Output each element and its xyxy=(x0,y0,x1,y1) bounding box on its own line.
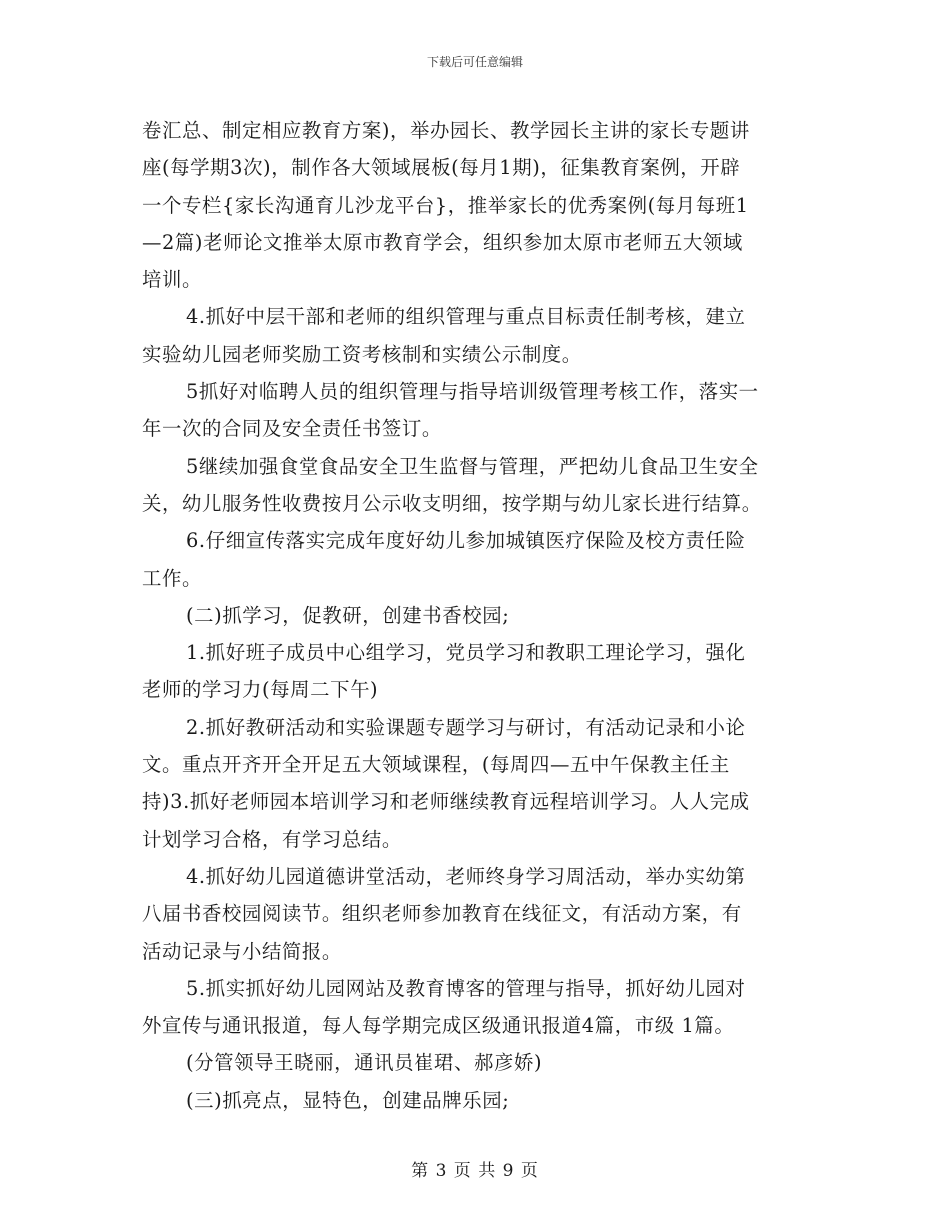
text-line: (分管领导王晓丽，通讯员崔珺、郝彦娇) xyxy=(186,1051,543,1075)
text-line: 年一次的合同及安全责任书签订。 xyxy=(142,417,442,441)
text-line: 5继续加强食堂食品安全卫生监督与管理，严把幼儿食品卫生安全 xyxy=(186,454,759,478)
text-line: 一个专栏{家长沟通育儿沙龙平台}，推举家长的优秀案例(每月每班1 xyxy=(142,193,749,217)
text-line: 4.抓好中层干部和老师的组织管理与重点目标责任制考核，建立 xyxy=(186,305,746,329)
text-line: 八届书香校园阅读节。组织老师参加教育在线征文，有活动方案，有 xyxy=(142,902,742,926)
text-line: 卷汇总、制定相应教育方案)，举办园长、教学园长主讲的家长专题讲 xyxy=(142,119,750,142)
page-header: 下载后可任意编辑 xyxy=(426,55,523,69)
page-footer: 第 3 页 共 9 页 xyxy=(411,1161,539,1181)
text-line: 关，幼儿服务性收费按月公示收支明细，按学期与幼儿家长进行结算。 xyxy=(142,491,762,515)
text-line: 培训。 xyxy=(142,268,202,292)
text-line: 持)3.抓好老师园本培训学习和老师继续教育远程培训学习。人人完成 xyxy=(142,790,750,814)
text-line: 6.仔细宣传落实完成年度好幼儿参加城镇医疗保险及校方责任险 xyxy=(186,529,746,553)
text-line: 座(每学期3次)，制作各大领域展板(每月1期)，征集教育案例，开辟 xyxy=(142,156,741,180)
text-line: 外宣传与通讯报道，每人每学期完成区级通讯报道4篇，市级 1篇。 xyxy=(142,1014,735,1038)
text-line: 文。重点开齐开全开足五大领域课程，(每周四—五中午保教主任主 xyxy=(142,753,730,777)
text-line: 4.抓好幼儿园道德讲堂活动，老师终身学习周活动，举办实幼第 xyxy=(186,864,746,888)
text-line: —2篇)老师论文推举太原市教育学会，组织参加太原市老师五大领域 xyxy=(142,230,743,254)
text-line: 2.抓好教研活动和实验课题专题学习与研讨，有活动记录和小论 xyxy=(186,715,746,739)
text-line: 工作。 xyxy=(142,566,202,590)
text-line: 计划学习合格，有学习总结。 xyxy=(142,827,402,851)
text-line: (三)抓亮点，显特色，创建品牌乐园; xyxy=(186,1088,510,1112)
text-line: 实验幼儿园老师奖励工资考核制和实绩公示制度。 xyxy=(142,342,582,366)
text-line: 老师的学习力(每周二下午) xyxy=(142,678,379,702)
text-line: 5.抓实抓好幼儿园网站及教育博客的管理与指导，抓好幼儿园对 xyxy=(186,976,746,1000)
body-text xyxy=(142,112,810,1119)
text-line: (二)抓学习，促教研，创建书香校园; xyxy=(186,603,510,627)
text-line: 5抓好对临聘人员的组织管理与指导培训级管理考核工作，落实一 xyxy=(186,380,759,404)
text-line: 活动记录与小结简报。 xyxy=(142,939,342,963)
text-line: 1.抓好班子成员中心组学习，党员学习和教职工理论学习，强化 xyxy=(186,641,746,665)
